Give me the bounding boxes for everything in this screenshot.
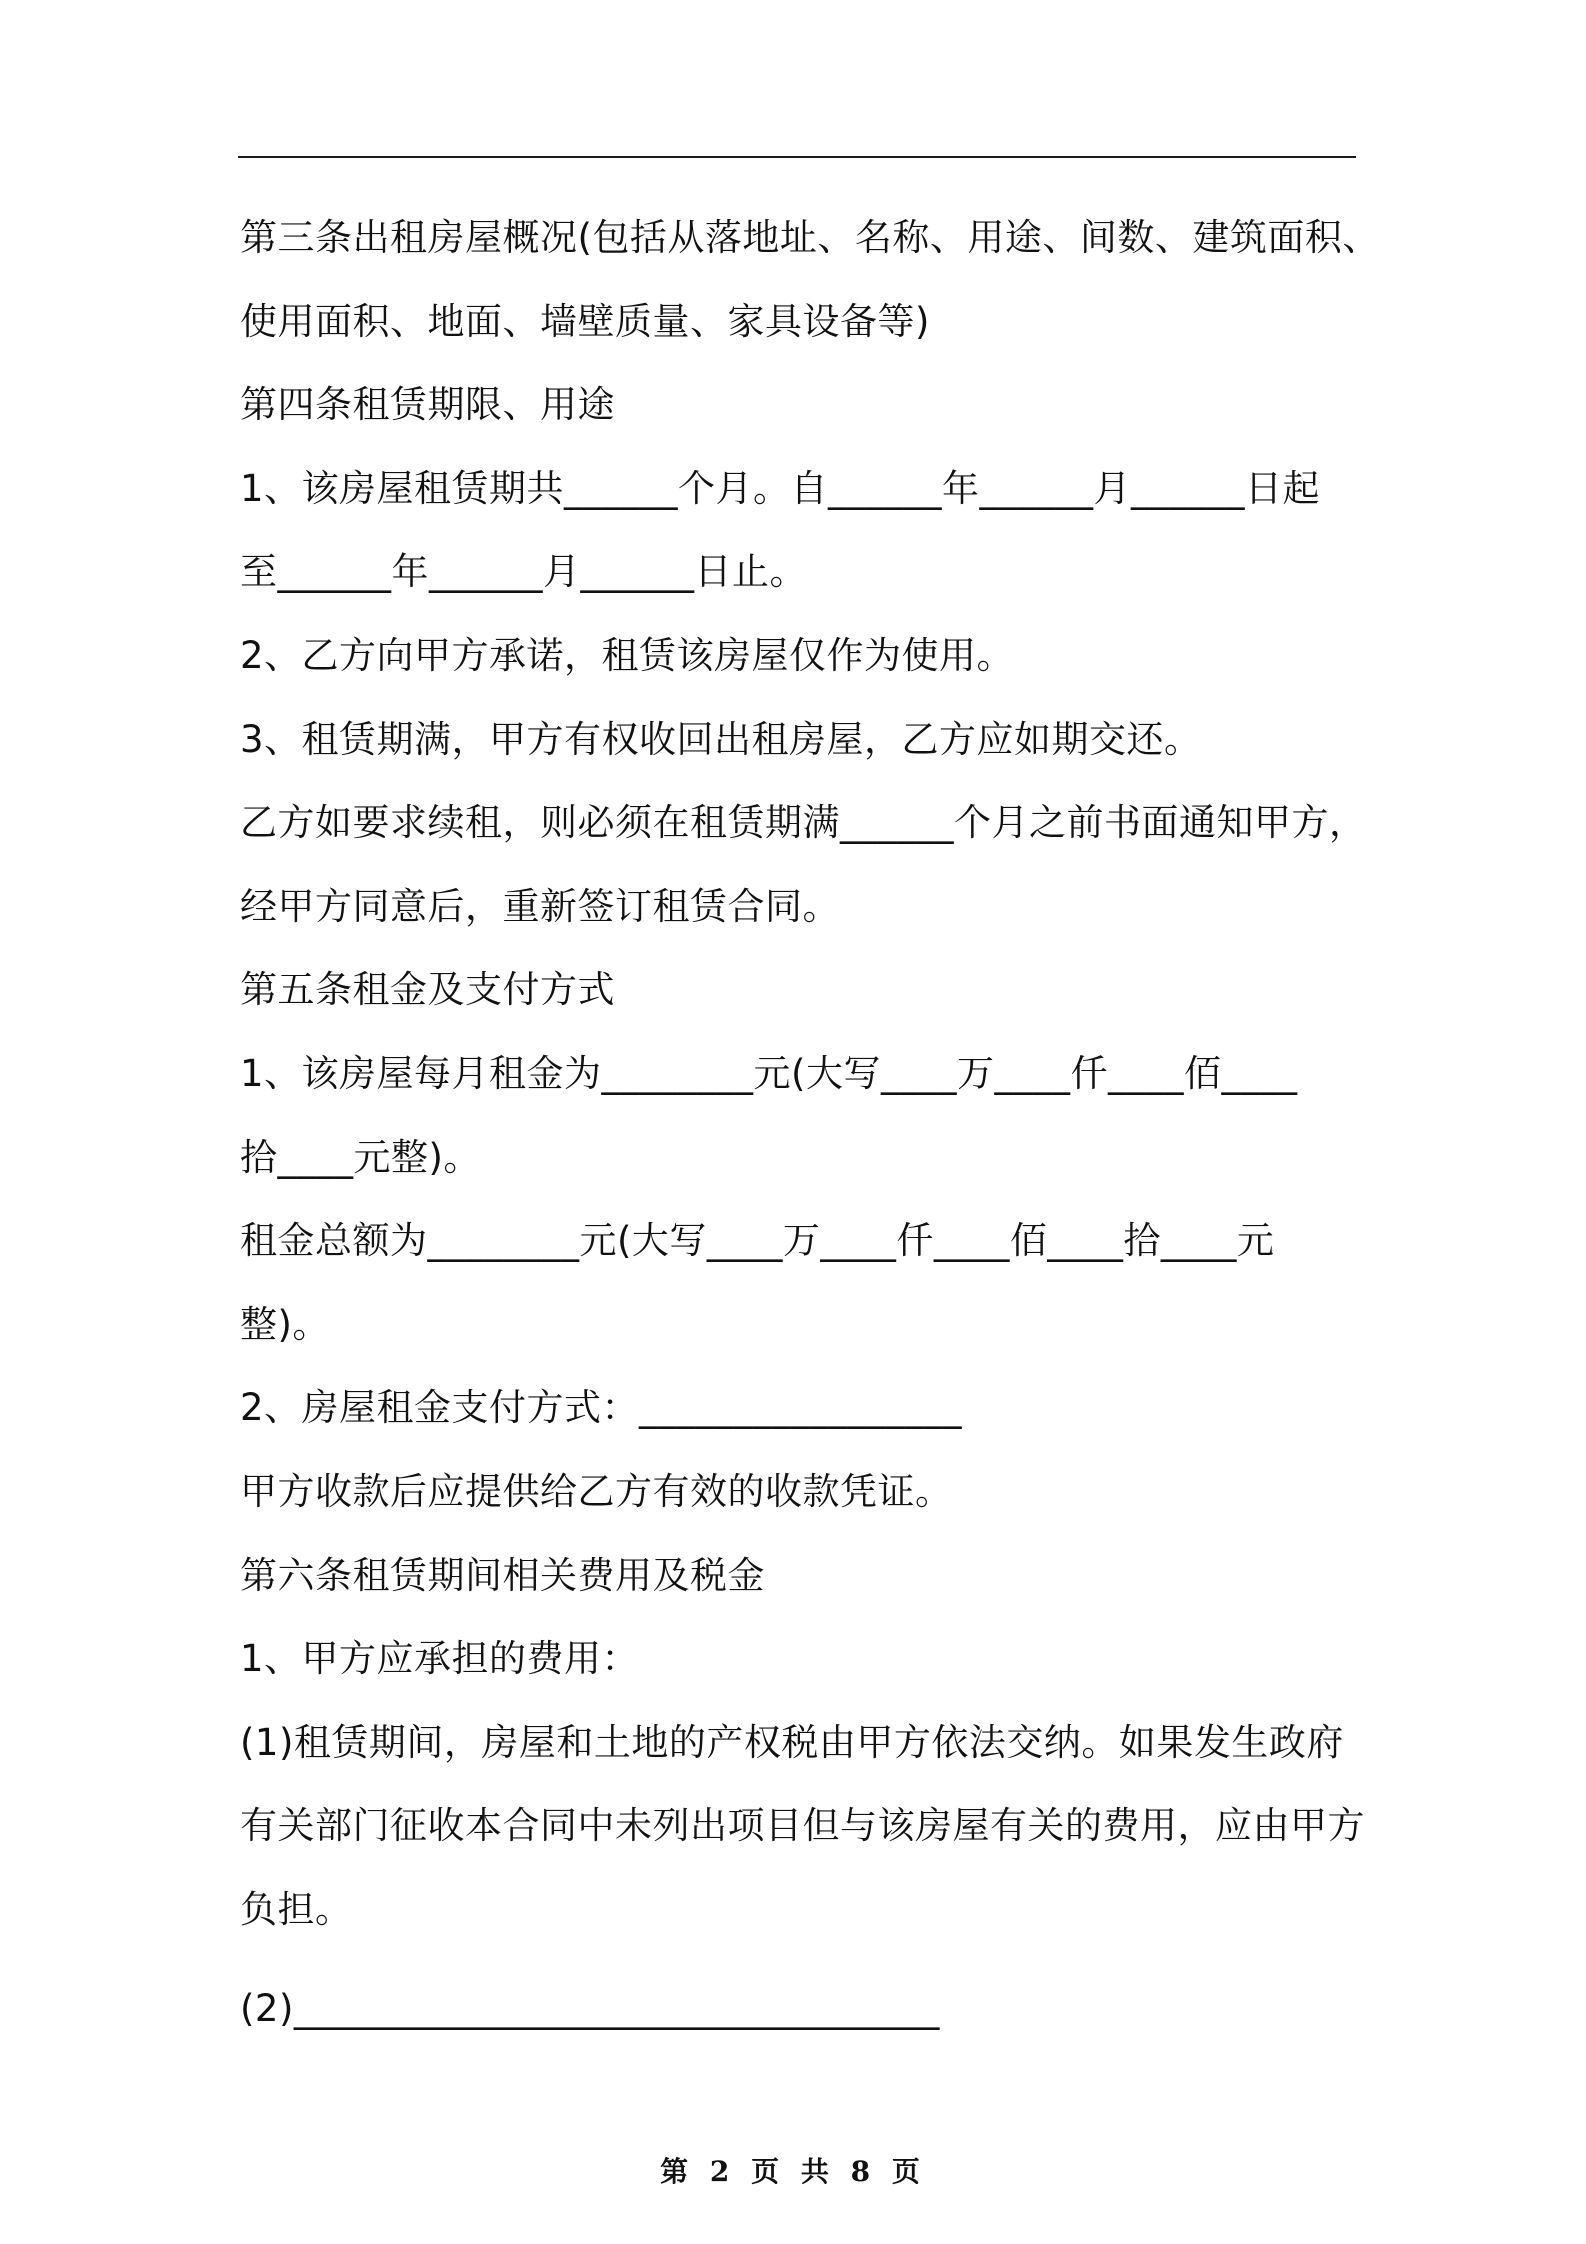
line-article-3-cont: 使用面积、地面、墙壁质量、家具设备等)	[240, 299, 930, 343]
line-monthly-rent-cont: 拾____元整)。	[240, 1135, 481, 1179]
line-lease-term-cont: 至______年______月______日止。	[240, 550, 807, 594]
line-clause-1-end: 负担。	[240, 1887, 353, 1931]
line-total-rent-cont: 整)。	[240, 1302, 330, 1346]
line-article-3-title: 第三条出租房屋概况(包括从落地址、名称、用途、间数、建筑面积、	[240, 216, 1380, 259]
line-lease-term: 1、该房屋租赁期共______个月。自______年______月______日起	[240, 466, 1321, 510]
document-body	[240, 196, 1380, 2051]
line-article-5-title: 第五条租金及支付方式	[240, 968, 615, 1012]
line-clause-1: (1)租赁期间，房屋和土地的产权税由甲方依法交纳。如果发生政府	[240, 1720, 1344, 1764]
line-monthly-rent: 1、该房屋每月租金为________元(大写____万____仟____佰____	[240, 1051, 1298, 1095]
page-number: 第 2 页 共 8 页	[660, 2155, 926, 2188]
line-renewal: 乙方如要求续租，则必须在租赁期满______个月之前书面通知甲方，	[240, 801, 1367, 845]
line-article-4-title: 第四条租赁期限、用途	[240, 383, 615, 427]
line-clause-2: (2)__________________________________	[240, 1987, 940, 2031]
line-clause-1-cont: 有关部门征收本合同中未列出项目但与该房屋有关的费用，应由甲方	[240, 1804, 1365, 1848]
line-usage-promise: 2、乙方向甲方承诺，租赁该房屋仅作为使用。	[240, 633, 1015, 677]
line-landlord-costs: 1、甲方应承担的费用：	[240, 1637, 640, 1681]
line-total-rent: 租金总额为________元(大写____万____仟____佰____拾____元	[240, 1219, 1275, 1263]
header-rule	[238, 156, 1356, 158]
line-lease-expiry: 3、租赁期满，甲方有权收回出租房屋，乙方应如期交还。	[240, 717, 1202, 761]
line-renewal-cont: 经甲方同意后，重新签订租赁合同。	[240, 884, 840, 928]
line-receipt: 甲方收款后应提供给乙方有效的收款凭证。	[240, 1469, 953, 1513]
line-payment-method: 2、房屋租金支付方式：_________________	[240, 1386, 963, 1430]
line-article-6-title: 第六条租赁期间相关费用及税金	[240, 1553, 765, 1597]
